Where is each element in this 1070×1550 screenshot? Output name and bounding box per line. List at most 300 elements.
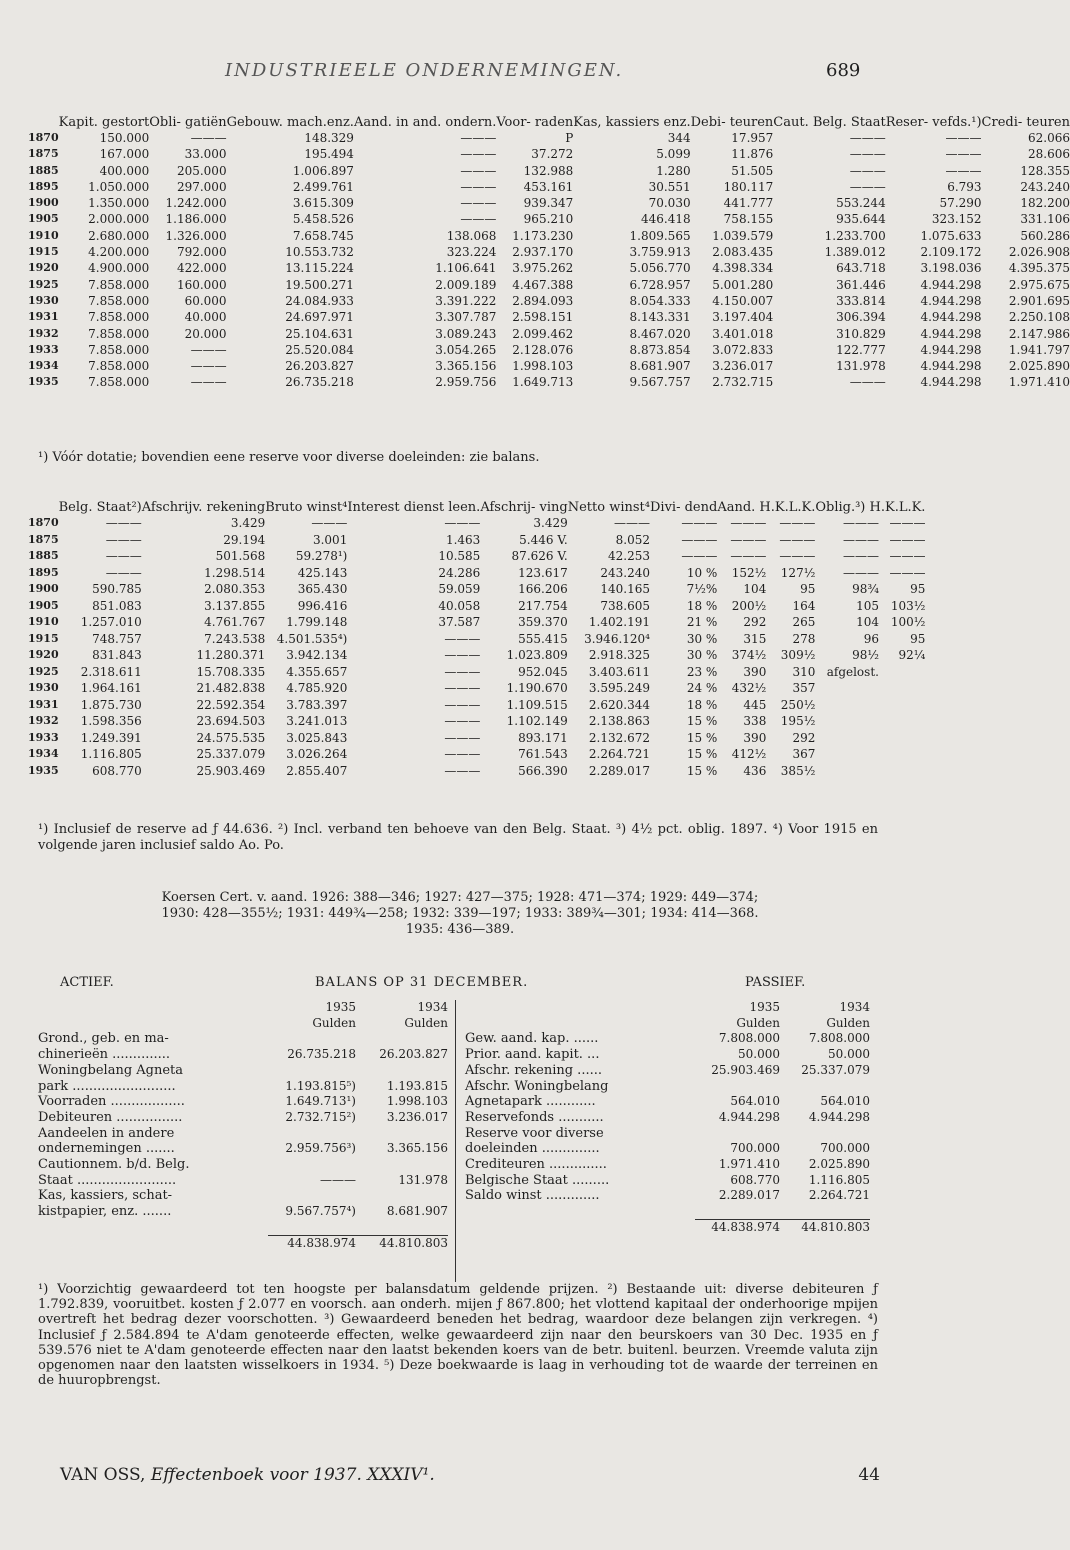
table-cell: ——— <box>849 147 886 162</box>
table-cell: 501.568 <box>215 549 266 563</box>
table-cell: 2.732.715 <box>712 375 774 390</box>
passief-total-1935: 44.838.974 <box>695 1220 780 1236</box>
table-cell: 1.350.000 <box>88 196 150 211</box>
table-cell: 453.161 <box>523 179 574 194</box>
actief-row <box>38 1110 448 1126</box>
passief-value-1934: 7.808.000 <box>808 1031 870 1046</box>
table-cell: 200½ <box>731 598 767 613</box>
table-cell: ——— <box>945 147 982 162</box>
actief-value-1934: 3.236.017 <box>386 1109 448 1124</box>
table-cell: ——— <box>779 549 816 563</box>
balance-spacer <box>465 1016 695 1032</box>
table1-header: Kas, kassiers enz. <box>573 115 691 130</box>
table-cell: 310 <box>792 664 816 679</box>
balance-unit-row <box>38 1016 448 1032</box>
row-year: 1931 <box>28 697 59 711</box>
table-cell: 1.173.230 <box>512 228 574 243</box>
table-cell <box>879 713 925 730</box>
table-cell: 2.918.325 <box>588 648 650 662</box>
table2-header: Aand. H.K.L.K. <box>717 500 816 515</box>
table-row <box>28 146 1070 162</box>
table-cell: 128.355 <box>1020 163 1070 178</box>
table-cell: ——— <box>889 549 926 563</box>
table-cell: 28.606 <box>1027 147 1070 162</box>
table-cell: 2.598.151 <box>512 310 574 325</box>
table-cell: 297.000 <box>176 179 227 194</box>
table-cell: 8.052 <box>615 532 650 547</box>
table-cell: 344 <box>667 131 691 145</box>
table-cell: 2.025.890 <box>1008 359 1070 374</box>
table-cell: 103½ <box>890 598 926 613</box>
table-cell: 8.873.854 <box>629 342 691 357</box>
row-year: 1895 <box>28 179 59 193</box>
table-cell: 59.278¹) <box>295 549 348 563</box>
table2-header: Afschrij- ving <box>480 500 568 515</box>
table-cell: 5.099 <box>656 147 691 162</box>
table-cell: 2.499.761 <box>292 179 354 194</box>
row-year: 1900 <box>28 196 59 210</box>
table2-header: Afschrijv. rekening <box>141 500 266 515</box>
table-cell: 4.467.388 <box>512 277 574 292</box>
passief-row <box>465 1031 870 1047</box>
table-cell: 1.233.700 <box>824 228 886 243</box>
table2-header: Bruto winst⁴ <box>265 500 348 515</box>
table-cell: 92¼ <box>898 648 926 662</box>
table1-header: Obli- gatiën <box>149 115 227 130</box>
table-cell: 25.337.079 <box>196 747 266 761</box>
actief-row <box>38 1157 448 1173</box>
actief-label: ondernemingen ....... <box>38 1141 175 1157</box>
row-year: 1905 <box>28 212 59 226</box>
passief-row <box>465 1157 870 1173</box>
table-row <box>28 581 925 598</box>
table-row <box>28 647 925 664</box>
balance-spacer <box>38 1000 268 1016</box>
table-cell: 70.030 <box>648 196 691 211</box>
actief-value-1935 <box>268 1063 356 1079</box>
table-cell: 95 <box>800 582 816 596</box>
table-cell: 566.390 <box>518 763 568 778</box>
table-cell: 1.941.797 <box>1008 342 1070 357</box>
passief-label: Reservefonds ........... <box>465 1109 604 1125</box>
unit-col-1: Gulden <box>312 1015 356 1030</box>
table-cell: 1.116.805 <box>80 747 142 761</box>
table-cell: 361.446 <box>836 277 886 292</box>
table-cell: 643.718 <box>836 261 886 276</box>
table-cell: 996.416 <box>297 598 348 613</box>
table-cell: 132.988 <box>523 163 574 178</box>
unit-col-1: Gulden <box>736 1015 780 1030</box>
table-cell: 3.089.243 <box>435 326 497 341</box>
table-cell: 37.272 <box>531 147 574 162</box>
table-cell: 441.777 <box>723 196 774 211</box>
passief-label: PASSIEF. <box>745 975 806 990</box>
table-cell: ——— <box>842 549 879 563</box>
page-number: 689 <box>826 60 861 81</box>
table-cell: 4.944.298 <box>920 375 982 390</box>
actief-table <box>38 1000 448 1252</box>
table-cell: 3.403.611 <box>588 664 650 679</box>
table-cell: 2.147.986 <box>1008 326 1070 341</box>
table-cell: 3.401.018 <box>712 326 774 341</box>
row-year: 1935 <box>28 375 59 389</box>
table-cell: ——— <box>842 565 879 580</box>
table-cell: ——— <box>105 516 142 530</box>
table-row <box>28 515 925 532</box>
table-row <box>28 244 1070 260</box>
row-year: 1885 <box>28 163 59 177</box>
table-cell: 2.289.017 <box>588 763 650 778</box>
table-cell: 23.694.503 <box>196 714 266 728</box>
balance-spacer <box>465 1220 695 1236</box>
table-cell: 51.505 <box>731 163 774 178</box>
table-cell: 3.365.156 <box>435 359 497 374</box>
table-cell: 33.000 <box>184 147 227 162</box>
table-cell: 8.681.907 <box>629 359 691 374</box>
actief-label: park ......................... <box>38 1078 176 1094</box>
passief-row <box>465 1047 870 1063</box>
table-cell: ——— <box>889 516 926 530</box>
table-cell: 3.307.787 <box>435 310 497 325</box>
passief-row <box>465 1141 870 1157</box>
table-cell: ——— <box>311 516 348 530</box>
actief-value-1934 <box>356 1188 448 1204</box>
table-row <box>28 228 1070 244</box>
passief-value-1935: 608.770 <box>730 1172 780 1187</box>
table-cell: 5.056.770 <box>629 261 691 276</box>
table-cell: 1.039.579 <box>712 228 774 243</box>
table-cell: 19.500.271 <box>285 277 354 292</box>
table-cell: ——— <box>730 532 767 547</box>
table-cell: 150.000 <box>99 131 150 145</box>
table-cell: 3.072.833 <box>712 342 774 357</box>
table-cell: 3.429 <box>533 516 568 530</box>
table-cell: 140.165 <box>600 582 650 596</box>
table-cell: 180.117 <box>723 179 774 194</box>
table-cell: 1.075.633 <box>920 228 982 243</box>
table-cell: ——— <box>105 532 142 547</box>
table-cell: 265 <box>792 615 816 629</box>
table-cell: 95 <box>910 582 926 596</box>
table1-header: Gebouw. mach.enz. <box>226 115 354 130</box>
actief-row <box>38 1188 448 1204</box>
row-year: 1932 <box>28 326 59 340</box>
table-row <box>28 163 1070 179</box>
table-cell: 4.900.000 <box>88 261 150 276</box>
table-cell: 8.054.333 <box>629 293 691 308</box>
passief-value-1934: 1.116.805 <box>808 1172 870 1187</box>
table-cell: ——— <box>849 163 886 178</box>
balance-unit-row <box>465 1016 870 1032</box>
table-cell: 1.249.391 <box>80 730 142 745</box>
table-cell: 4.944.298 <box>920 359 982 374</box>
passief-value-1934: 25.337.079 <box>801 1062 870 1077</box>
table2-header: Belg. Staat²) <box>58 500 142 515</box>
table-cell: 11.876 <box>731 147 774 162</box>
passief-row <box>465 1173 870 1189</box>
table-cell: ——— <box>842 532 879 547</box>
actief-total-1934: 44.810.803 <box>356 1236 448 1252</box>
table-cell: 2.128.076 <box>512 342 574 357</box>
table-cell: 4.944.298 <box>920 310 982 325</box>
table-row <box>28 309 1070 325</box>
table-cell: 2.138.863 <box>588 714 650 728</box>
table-cell: ——— <box>460 196 497 211</box>
table-cell: 425.143 <box>297 565 348 580</box>
table1-header: Aand. in and. ondern. <box>353 115 497 130</box>
table-cell: ——— <box>730 516 767 530</box>
table-cell: 2.083.435 <box>712 245 774 260</box>
actief-label: kistpapier, enz. ....... <box>38 1204 172 1220</box>
table-cell: 57.290 <box>939 196 982 211</box>
table1-header: Debi- teuren <box>690 115 774 130</box>
table-cell: 24.084.933 <box>285 293 354 308</box>
passief-value-1934: 564.010 <box>820 1094 870 1109</box>
table-cell: 5.446 V. <box>519 532 568 547</box>
passief-value-1934: 700.000 <box>820 1141 870 1156</box>
table-row <box>28 211 1070 227</box>
table-cell: 1.257.010 <box>80 615 142 629</box>
table1-header: Credi- teuren <box>981 115 1070 130</box>
table-cell: ——— <box>444 697 481 712</box>
table-cell: 7.658.745 <box>292 228 354 243</box>
koersen-line-3: 1935: 436—389. <box>405 922 515 937</box>
table-cell: 3.615.309 <box>292 196 354 211</box>
table-cell: 7½% <box>686 582 718 596</box>
table-cell: 292 <box>792 730 816 745</box>
table-cell <box>879 664 925 681</box>
table-cell: ——— <box>444 664 481 679</box>
passief-row <box>465 1063 870 1079</box>
table-row <box>28 713 925 730</box>
actief-value-1934: 1.193.815 <box>386 1078 448 1093</box>
table-cell: 22.592.354 <box>196 697 266 712</box>
table-cell: 3.429 <box>230 516 266 530</box>
table-cell: 3.026.264 <box>286 747 348 761</box>
table-cell: ——— <box>681 549 718 563</box>
table-cell: 5.458.526 <box>292 212 354 227</box>
row-year: 1920 <box>28 648 59 661</box>
table-cell: 24 % <box>686 681 718 695</box>
actief-label: Voorraden .................. <box>38 1094 185 1110</box>
table-cell: 100½ <box>890 615 926 629</box>
table-cell: 123.617 <box>518 565 568 580</box>
table-row <box>28 326 1070 342</box>
table-cell: ——— <box>105 549 142 563</box>
table-row <box>28 680 925 697</box>
table-cell: 24.575.535 <box>196 730 266 745</box>
table-cell: 6.793 <box>947 179 982 194</box>
table-cell: ——— <box>460 163 497 178</box>
row-year: 1895 <box>28 565 59 579</box>
table-cell: 2.009.189 <box>435 277 497 292</box>
table-row <box>28 374 1070 390</box>
actief-row <box>38 1126 448 1142</box>
table-cell: ——— <box>444 730 481 745</box>
table-cell: 8.143.331 <box>629 310 691 325</box>
table-cell: 2.109.172 <box>920 245 982 260</box>
table2-header: Netto winst⁴ <box>567 500 650 515</box>
table-cell: 7.858.000 <box>88 310 150 325</box>
koersen-line-1: Koersen Cert. v. aand. 1926: 388—346; 1927: 427—375; 1928: 471—374; 1929: 449—374; <box>161 890 759 905</box>
table-cell: ——— <box>889 532 926 547</box>
passief-value-1935 <box>695 1079 780 1095</box>
table-cell: 21.482.838 <box>196 681 266 695</box>
table-cell: 21 % <box>686 615 718 629</box>
table-cell: 3.001 <box>312 532 348 547</box>
table-cell: 3.198.036 <box>920 261 982 276</box>
table-cell: 166.206 <box>518 582 568 596</box>
table2-footnote: ¹) Inclusief de reserve ad ƒ 44.636. ²) Incl. verband ten behoeve van den Belg. Staat. ³) 4½ pct. oblig. 1897. ⁴) Voor 1915 en volgende jaren inclusief saldo Ao. Po. <box>38 822 878 853</box>
financial-table-2 <box>28 500 925 779</box>
actief-value-1935: ——— <box>320 1172 356 1187</box>
table-cell: 60.000 <box>184 293 227 308</box>
table-cell: 1.109.515 <box>506 697 568 712</box>
actief-row <box>38 1079 448 1095</box>
balance-divider <box>455 1000 456 1282</box>
passief-value-1935 <box>695 1126 780 1142</box>
table-cell: 1.649.713 <box>512 375 574 390</box>
table-cell: 3.975.262 <box>512 261 574 276</box>
koersen-line-2: 1930: 428—355½; 1931: 449¾—258; 1932: 339—197; 1933: 389¾—301; 1934: 414—368. <box>161 906 759 921</box>
table-row <box>28 614 925 631</box>
actief-value-1934 <box>356 1126 448 1142</box>
table-cell: 4.501.535⁴) <box>276 631 348 646</box>
actief-label: Woningbelang Agneta <box>38 1062 184 1078</box>
table-cell: 359.370 <box>518 615 568 629</box>
table-row <box>28 195 1070 211</box>
table-cell: 315 <box>743 631 767 646</box>
passief-total-1934: 44.810.803 <box>780 1220 870 1236</box>
table-cell <box>815 746 879 763</box>
table-cell <box>815 713 879 730</box>
table-cell: 4.944.298 <box>920 293 982 308</box>
table-cell <box>815 697 879 714</box>
spacer-row <box>38 1220 448 1236</box>
row-year: 1933 <box>28 730 59 744</box>
table-cell: ——— <box>613 516 650 530</box>
table-cell: ——— <box>779 516 816 530</box>
passief-total-row <box>465 1220 870 1236</box>
table-row <box>28 565 925 582</box>
table-cell: 4.761.767 <box>204 615 266 629</box>
table-cell: 1.186.000 <box>165 212 227 227</box>
table-cell: afgelost. <box>826 664 879 679</box>
table-cell: 792.000 <box>176 245 227 260</box>
table-cell: 7.243.538 <box>204 631 266 646</box>
table-cell: 4.944.298 <box>920 326 982 341</box>
passief-row <box>465 1110 870 1126</box>
table-cell: ——— <box>444 763 481 778</box>
table-cell: 195.494 <box>304 147 354 162</box>
balance-title: BALANS OP 31 DECEMBER. <box>315 975 529 990</box>
row-year: 1920 <box>28 261 59 275</box>
table-cell: 1.809.565 <box>629 228 691 243</box>
balance-notes: ¹) Voorzichtig gewaardeerd tot ten hoogste per balansdatum geldende prijzen. ²) Bestaande uit: diverse debiteuren ƒ 1.792.839, vooruitbet. kosten ƒ 2.077 en voorsch. aan onderh. mijen ƒ 867.800; het vlottend kapitaal der onderhoorige mpijen overtreft het bedrag dezer voorschotten. ³) Gewaardeerd beneden het bedrag, waardoor deze belangen zijn verkregen. ⁴) Inclusief ƒ 2.584.894 te A'dam genoteerde effecten, welke gewaardeerd zijn naar den beurskoers van 30 Dec. 1935 en ƒ 539.576 niet te A'dam genoteerde effecten naar den laatst bekenden koers van de betr. buitenl. beurzen. Vreemde valuta zijn opgenomen naar den laatsten wisselkoers in 1934. ⁵) Deze boekwaarde is laag in verhouding tot de waarde der terreinen en de huuropbrengst. <box>38 1282 878 1389</box>
table-cell: 2.894.093 <box>512 293 574 308</box>
table-cell <box>815 763 879 780</box>
page-footer <box>60 1465 880 1485</box>
actief-value-1935: 1.193.815⁵) <box>285 1078 356 1093</box>
table-cell: 436 <box>743 763 767 778</box>
table-cell: 939.347 <box>523 196 574 211</box>
table-cell: 2.000.000 <box>88 212 150 227</box>
running-title: INDUSTRIEELE ONDERNEMINGEN. <box>225 60 624 81</box>
table-cell: 446.418 <box>640 212 691 227</box>
table-cell: 309½ <box>780 648 816 662</box>
table-cell: 160.000 <box>176 277 227 292</box>
passief-label: Gew. aand. kap. ...... <box>465 1031 599 1047</box>
table-cell: 390 <box>743 730 767 745</box>
row-year: 1905 <box>28 598 59 612</box>
table-cell: 831.843 <box>92 648 142 662</box>
table-cell: ——— <box>681 516 718 530</box>
table-cell: 10 % <box>686 565 718 580</box>
table-cell: 3.942.134 <box>286 648 348 662</box>
table-cell: ——— <box>849 375 886 390</box>
table-cell: 2.620.344 <box>588 697 650 712</box>
table-cell: 4.150.007 <box>712 293 774 308</box>
balance-year-row <box>465 1000 870 1016</box>
table-cell: 42.253 <box>607 549 650 563</box>
table-cell: 15 % <box>686 714 718 728</box>
table-cell: 385½ <box>780 763 816 778</box>
table-cell: 2.959.756 <box>435 375 497 390</box>
table-cell: 37.587 <box>438 615 481 629</box>
table-cell: ——— <box>730 549 767 563</box>
table-cell: 104 <box>743 582 767 596</box>
table-cell: ——— <box>889 565 926 580</box>
row-year: 1910 <box>28 615 59 628</box>
table-cell: 4.944.298 <box>920 342 982 357</box>
balance-spacer <box>38 1016 268 1032</box>
table-cell <box>879 763 925 780</box>
table1-header: Reser- vefds.¹) <box>885 115 982 130</box>
table-cell: 555.415 <box>518 631 568 646</box>
table-cell <box>879 697 925 714</box>
passief-label: Belgische Staat ......... <box>465 1172 610 1188</box>
table-cell: ——— <box>460 147 497 162</box>
table-cell: 30 % <box>686 648 718 662</box>
table-cell: 30 % <box>686 631 718 646</box>
table-cell: 323.224 <box>446 245 497 260</box>
table-cell: ——— <box>945 163 982 178</box>
table-cell: 3.054.265 <box>435 342 497 357</box>
table-cell: 374½ <box>731 648 767 662</box>
table-cell: 98¾ <box>852 582 879 596</box>
table-cell: 338 <box>743 714 767 728</box>
table-cell: 422.000 <box>176 261 227 276</box>
row-year: 1915 <box>28 245 59 259</box>
table-cell: 95 <box>910 631 926 646</box>
passief-label: Reserve voor diverse <box>465 1125 604 1141</box>
table-cell: 965.210 <box>523 212 574 227</box>
actief-row <box>38 1173 448 1189</box>
footer-book-title: Effectenboek voor 1937. XXXIV¹. <box>150 1465 435 1485</box>
table-cell: 1.023.809 <box>506 648 568 662</box>
table-cell <box>879 730 925 747</box>
actief-label: ACTIEF. <box>60 975 114 990</box>
table1-header: Caut. Belg. Staat <box>773 115 886 130</box>
passief-value-1935: 7.808.000 <box>718 1031 780 1046</box>
table-cell: 104 <box>856 615 879 629</box>
table-cell: 243.240 <box>600 565 650 580</box>
actief-row <box>38 1141 448 1157</box>
table-cell: 935.644 <box>836 212 886 227</box>
actief-row <box>38 1063 448 1079</box>
table-cell: 333.814 <box>836 293 886 308</box>
table1-footnote: ¹) Vóór dotatie; bovendien eene reserve voor diverse doeleinden: zie balans. <box>38 450 540 465</box>
